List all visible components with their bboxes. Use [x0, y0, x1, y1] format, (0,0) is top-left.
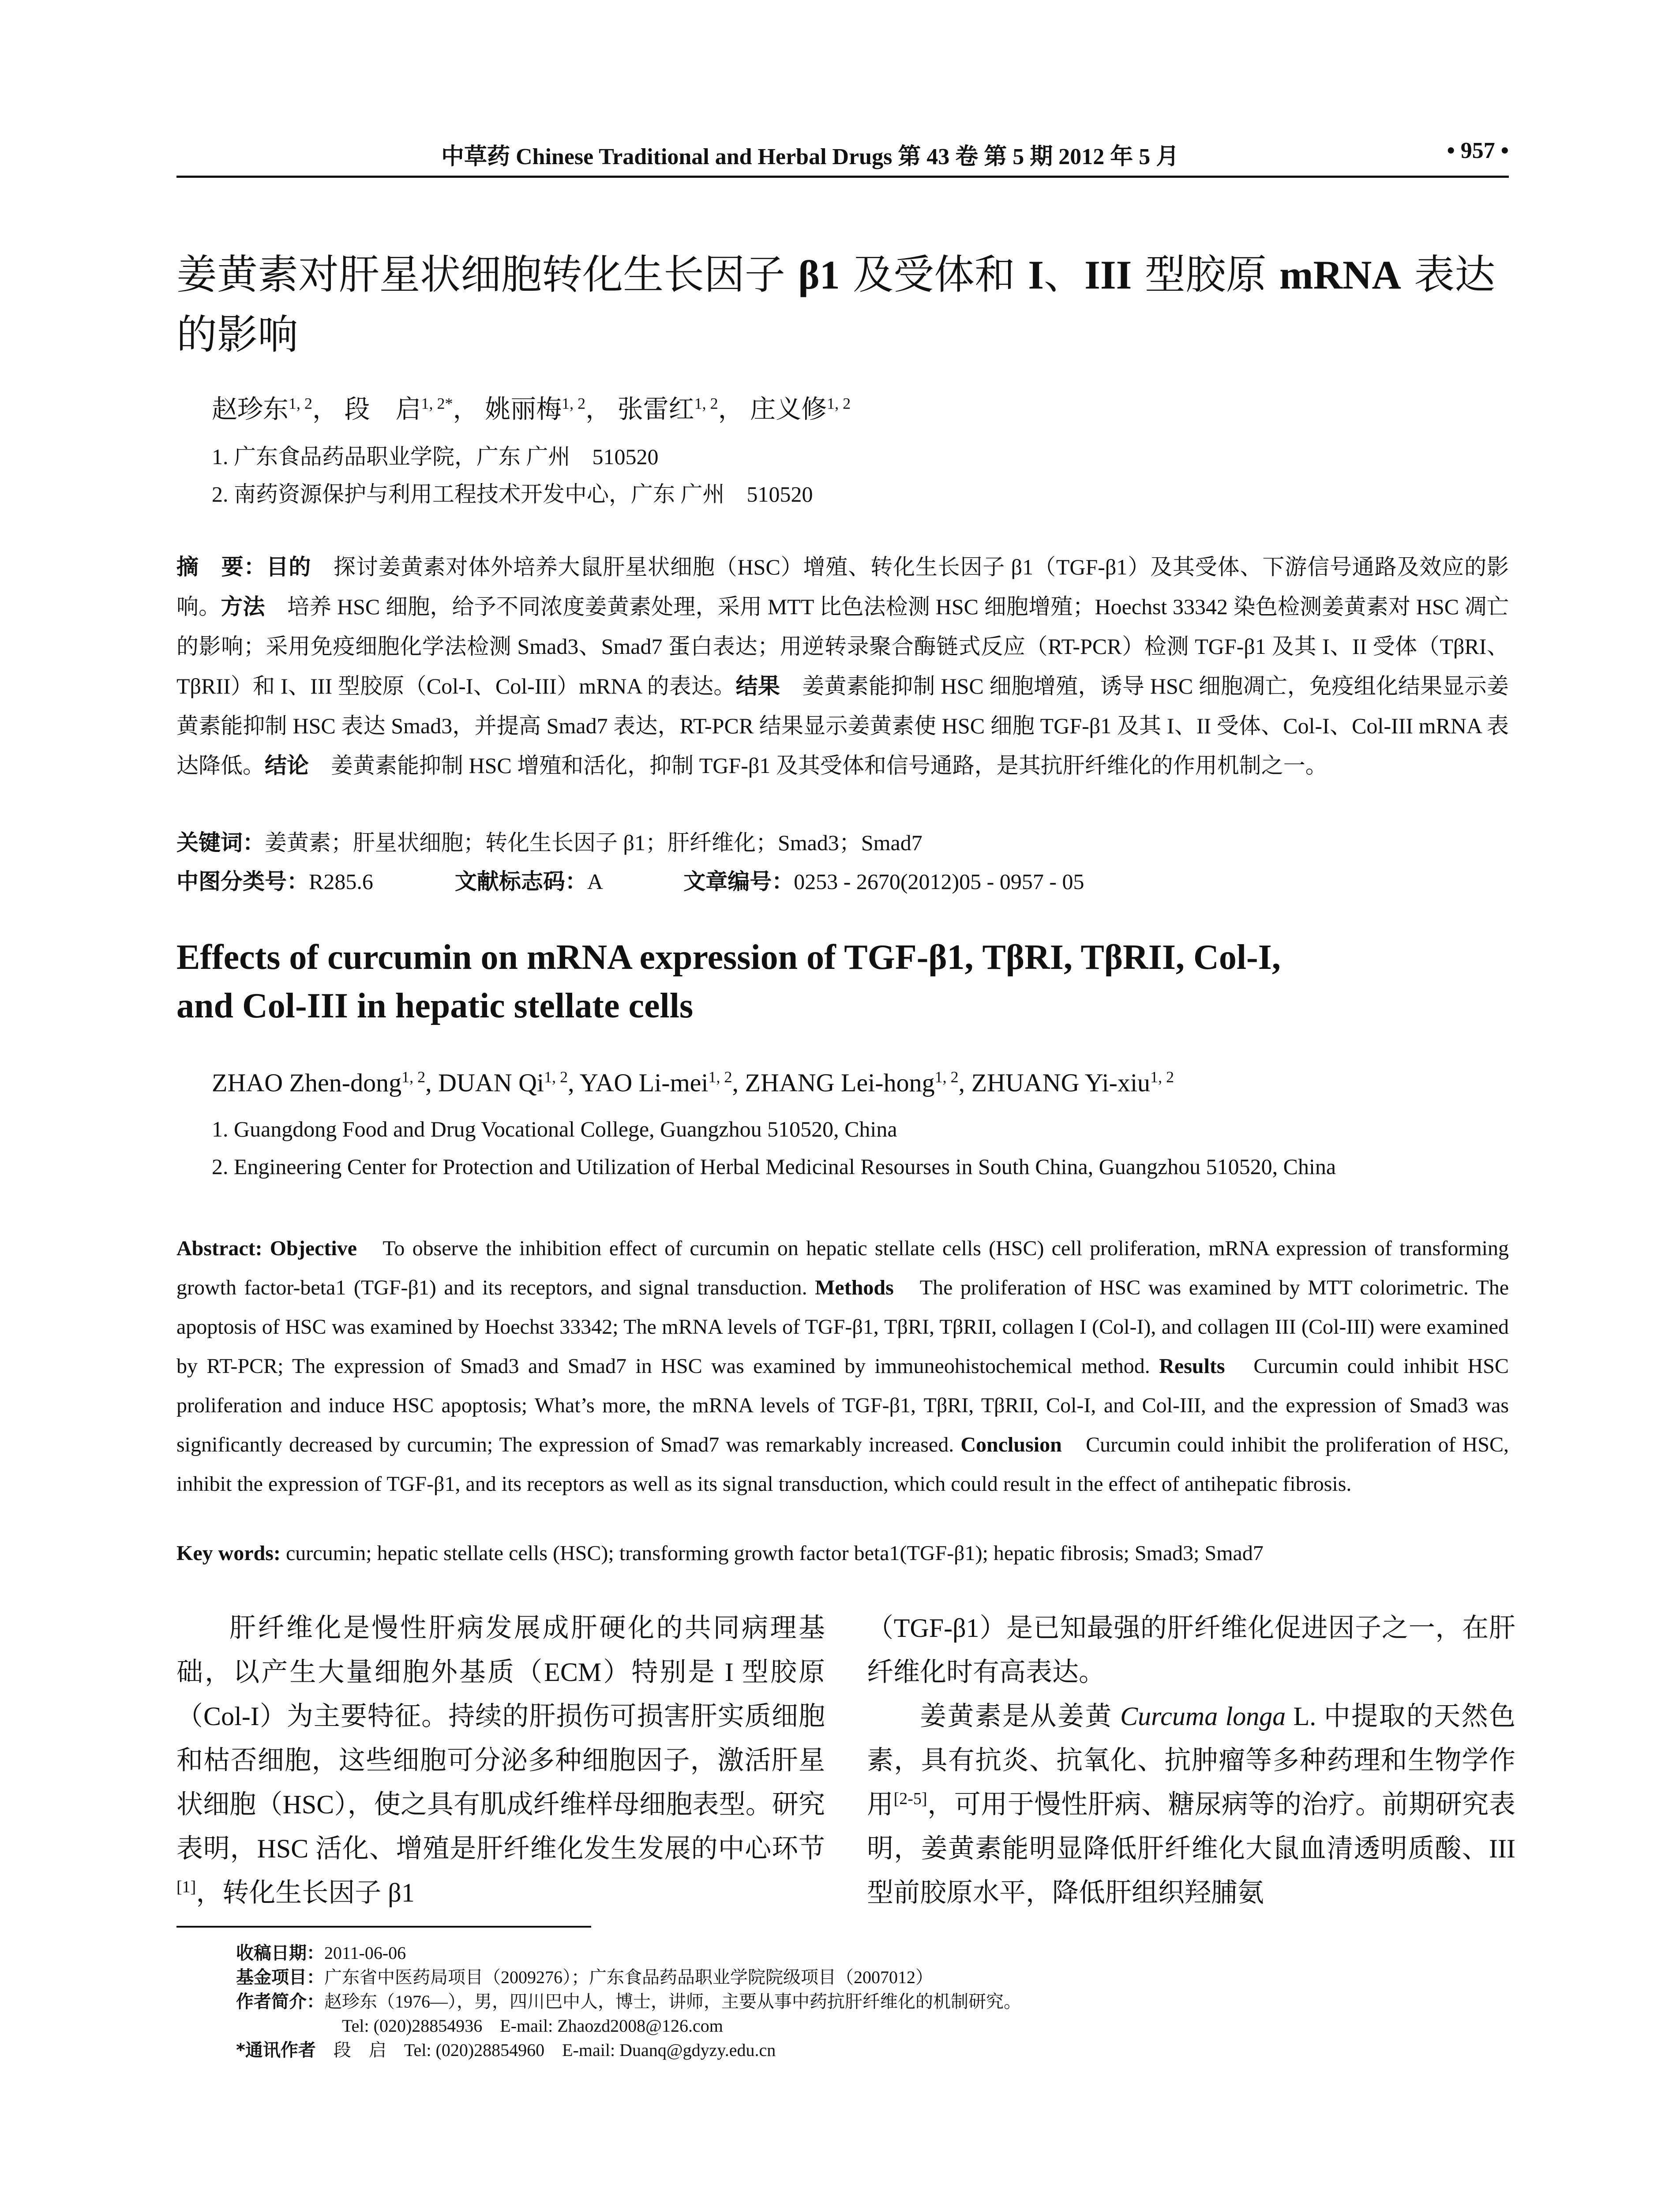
title-en-line1: Effects of curcumin on mRNA expression of TGF-β1, TβRI, TβRII, Col-I,: [176, 938, 1281, 977]
body-column-left: [176, 1606, 825, 1915]
fund-label: 基金项目：: [236, 1967, 324, 1988]
affiliation-en-1: 1. Guangdong Food and Drug Vocational College, Guangzhou 510520, China: [212, 1117, 897, 1141]
objective-text: 探讨姜黄素对体外培养大鼠肝星状细胞（HSC）增殖、转化生长因子 β1（TGF-β1）及其受体、下游信号通路及效应的影响。: [176, 555, 1509, 619]
clc-label: 中图分类号：: [176, 869, 309, 894]
received-label: 收稿日期：: [236, 1943, 324, 1963]
body-text: ，转化生长因子 β1: [196, 1878, 415, 1907]
footnote-corresponding: [236, 2036, 776, 2061]
footnote-rule: [176, 1926, 591, 1928]
results-text: Curcumin could inhibit HSC proliferation and induce HSC apoptosis; What’s more, the mRNA levels of TGF-β1, TβRI, TβRII, Col-I, and Col-III, and the expression of Smad3 was significantly decreased by curcumin; The expression of Smad7 was remarkably increased.: [176, 1354, 1509, 1456]
affiliation-cn-2: 2. 南药资源保护与利用工程技术开发中心，广东 广州 510520: [212, 482, 813, 506]
body-text: 姜黄素是从姜黄: [920, 1702, 1121, 1731]
results-label: 结果: [735, 673, 780, 699]
citation-ref: [2-5]: [893, 1790, 927, 1808]
journal-citation: 中草药 Chinese Traditional and Herbal Drugs 第 43 卷 第 5 期 2012 年 5 月: [441, 144, 1179, 169]
title-cn-text: 表达: [1401, 251, 1496, 298]
corresponding-label: *通讯作者: [236, 2040, 316, 2060]
received-date: 2011-06-06: [324, 1943, 406, 1963]
body-column-right: [867, 1606, 1515, 1915]
title-en-line2: and Col-III in hepatic stellate cells: [176, 987, 694, 1025]
abstract-label: 摘 要：: [176, 554, 266, 580]
keywords-label: Key words:: [176, 1542, 281, 1565]
author-name: 张雷红: [617, 395, 694, 424]
article-number-label: 文章编号：: [683, 869, 794, 894]
methods-text: The proliferation of HSC was examined by MTT colorimetric. The apoptosis of HSC was examined by Hoechst 33342; The mRNA levels of TGF-β1, TβRI, TβRII, collagen I (Col-I), and collagen III (Col-III) were examined by RT-PCR; The expression of Smad3 and Smad7 in HSC was examined by immuneohistochemical method.: [176, 1276, 1509, 1378]
objective-text: To observe the inhibition effect of curcumin on hepatic stellate cells (HSC) cell proliferation, mRNA expression of transforming growth factor-beta1 (TGF-β1) and its receptors, and signal transduction.: [176, 1237, 1509, 1299]
author-affiliation-marker: 1, 2: [544, 1068, 568, 1086]
conclusion-text: Curcumin could inhibit the proliferation of HSC, inhibit the expression of TGF-β1, and its receptors as well as its signal transduction, which could result in the effect of antihepatic fibrosis.: [176, 1433, 1509, 1496]
citation-ref: [1]: [176, 1878, 196, 1896]
title-cn-roman: I: [1028, 252, 1044, 297]
author-name: ZHUANG Yi-xiu: [971, 1068, 1151, 1097]
footnote-received: [236, 1939, 406, 1964]
title-cn-text: 、: [1044, 251, 1085, 298]
clc-number: R285.6: [309, 869, 373, 894]
methods-label: 方法: [221, 594, 265, 619]
latin-species-name: Curcuma longa: [1120, 1702, 1286, 1731]
title-cn-text: 型胶原: [1132, 251, 1279, 298]
header-rule: [176, 176, 1509, 178]
doc-code: A: [587, 869, 602, 894]
bio-label: 作者简介：: [236, 1992, 324, 2012]
author-affiliation-marker: 1, 2: [708, 1068, 732, 1086]
keywords-chinese: [176, 825, 922, 857]
conclusion-label: 结论: [265, 753, 309, 778]
authors-english: ZHAO Zhen-dong$^{1, 2}$, DUAN Qi$^{1, 2}$, YAO Li-mei$^{1, 2}$, ZHANG Lei-hong$^{1, 2}$, ZHUANG Yi-xiu$^{1, 2}$: [212, 1068, 1174, 1097]
affiliation-cn-1: 1. 广东食品药品职业学院，广东 广州 510520: [212, 444, 659, 469]
methods-text: 培养 HSC 细胞，给予不同浓度姜黄素处理，采用 MTT 比色法检测 HSC 细胞增殖；Hoechst 33342 染色检测姜黄素对 HSC 凋亡的影响；采用免疫细胞化学法检测 Smad3、Smad7 蛋白表达；用逆转录聚合酶链式反应（RT-PCR）检测 TGF-β1 及其 I、II 受体（TβRI、TβRII）和 I、III 型胶原（Col-I、Col-III）mRNA 的表达。: [176, 594, 1509, 698]
objective-label: 目的: [266, 554, 311, 580]
author-name: ZHAO Zhen-dong: [212, 1068, 402, 1097]
classification-line: [176, 864, 1084, 896]
author-affiliation-marker: 1, 2: [1150, 1068, 1174, 1086]
footnote-fund: [236, 1963, 933, 1988]
author-affiliation-marker: 1, 2: [694, 394, 718, 413]
body-paragraph: （TGF-β1）是已知最强的肝纤维化促进因子之一，在肝纤维化时有高表达。: [867, 1613, 1515, 1687]
author-name: ZHANG Lei-hong: [745, 1068, 935, 1097]
bio-text: 赵珍东（1976—），男，四川巴中人，博士，讲师，主要从事中药抗肝纤维化的机制研究。: [324, 1992, 1021, 2011]
body-paragraph: [176, 1606, 825, 1915]
corresponding-text: 段 启 Tel: (020)28854960 E-mail: Duanq@gdyzy.edu.cn: [315, 2040, 776, 2060]
abstract-label: Abstract:: [176, 1237, 262, 1260]
authors-chinese: 赵珍东$^{1, 2}$， 段 启$^{1, 2*}$， 姚丽梅$^{1, 2}$， 张雷红$^{1, 2}$， 庄义修$^{1, 2}$: [212, 394, 851, 424]
body-text: ，可用于慢性肝病、糖尿病等的治疗。前期研究表明，姜黄素能明显降低肝纤维化大鼠血清透明质酸、III 型前胶原水平，降低肝组织羟脯氨: [867, 1790, 1516, 1907]
author-affiliation-marker: 1, 2: [934, 1068, 959, 1086]
title-chinese: [176, 245, 1526, 364]
page-number: • 957 •: [1447, 138, 1509, 163]
title-cn-text: 姜黄素对肝星状细胞转化生长因子: [176, 251, 799, 298]
affiliation-en-2: 2. Engineering Center for Protection and Utilization of Herbal Medicinal Resourses in South China, Guangzhou 510520, China: [212, 1154, 1336, 1179]
author-name: 姚丽梅: [485, 395, 562, 424]
author-name: 庄义修: [750, 395, 827, 424]
abstract-english: [176, 1229, 1509, 1504]
title-cn-mrna: mRNA: [1279, 252, 1401, 297]
keywords-text: curcumin; hepatic stellate cells (HSC); transforming growth factor beta1(TGF-β1); hepatic fibrosis; Smad3; Smad7: [280, 1542, 1264, 1565]
objective-label: Objective: [270, 1237, 357, 1260]
author-affiliation-marker: 1, 2: [401, 1068, 426, 1086]
title-cn-beta1: β1: [798, 252, 840, 297]
body-text: 肝纤维化是慢性肝病发展成肝硬化的共同病理基础，以产生大量细胞外基质（ECM）特别是 I 型胶原（Col-I）为主要特征。持续的肝损伤可损害肝实质细胞和枯否细胞，这些细胞可分泌多种细胞因子，激活肝星状细胞（HSC），使之具有肌成纤维样母细胞表型。研究表明，HSC 活化、增殖是肝纤维化发生发展的中心环节: [176, 1613, 825, 1863]
article-number: 0253 - 2670(2012)05 - 0957 - 05: [794, 869, 1084, 894]
running-header: [176, 138, 1509, 173]
title-cn-text: 及受体和: [840, 251, 1028, 298]
author-affiliation-marker: 1, 2: [827, 394, 851, 413]
author-affiliation-marker: 1, 2*: [421, 394, 453, 413]
conclusion-text: 姜黄素能抑制 HSC 增殖和活化，抑制 TGF-β1 及其受体和信号通路，是其抗肝纤维化的作用机制之一。: [309, 753, 1328, 778]
title-english: [176, 933, 1526, 1030]
keywords-english: [176, 1541, 1526, 1565]
keywords-label: 关键词：: [176, 830, 265, 855]
author-name: 段 启: [344, 395, 421, 424]
results-text: 姜黄素能抑制 HSC 细胞增殖，诱导 HSC 细胞凋亡，免疫组化结果显示姜黄素能抑制 HSC 表达 Smad3，并提高 Smad7 表达，RT-PCR 结果显示姜黄素使 HSC 细胞 TGF-β1 及其 I、II 受体、Col-I、Col-III mRNA 表达降低。: [176, 674, 1509, 778]
author-affiliation-marker: 1, 2: [562, 394, 586, 413]
doc-code-label: 文献标志码：: [454, 869, 587, 894]
methods-label: Methods: [815, 1276, 894, 1299]
results-label: Results: [1159, 1354, 1225, 1378]
fund-text: 广东省中医药局项目（2009276）；广东食品药品职业学院院级项目（2007012）: [324, 1967, 933, 1987]
author-affiliation-marker: 1, 2: [289, 394, 313, 413]
footnote-author-contact: Tel: (020)28854936 E-mail: Zhaozd2008@126.com: [342, 2016, 723, 2036]
abstract-chinese: [176, 547, 1509, 785]
author-name: YAO Li-mei: [579, 1068, 709, 1097]
body-paragraph: [867, 1694, 1515, 1915]
conclusion-label: Conclusion: [960, 1433, 1062, 1456]
author-name: DUAN Qi: [438, 1068, 544, 1097]
footnote-author-bio: [236, 1988, 1021, 2013]
author-name: 赵珍东: [212, 395, 289, 424]
keywords-text: 姜黄素；肝星状细胞；转化生长因子 β1；肝纤维化；Smad3；Smad7: [265, 830, 922, 855]
title-cn-line2: 的影响: [176, 311, 299, 358]
title-cn-roman: III: [1084, 252, 1132, 297]
body-text: L. 中提取的天然色素，具有抗炎、抗氧化、抗肿瘤等多种药理和生物学作用: [867, 1702, 1516, 1819]
